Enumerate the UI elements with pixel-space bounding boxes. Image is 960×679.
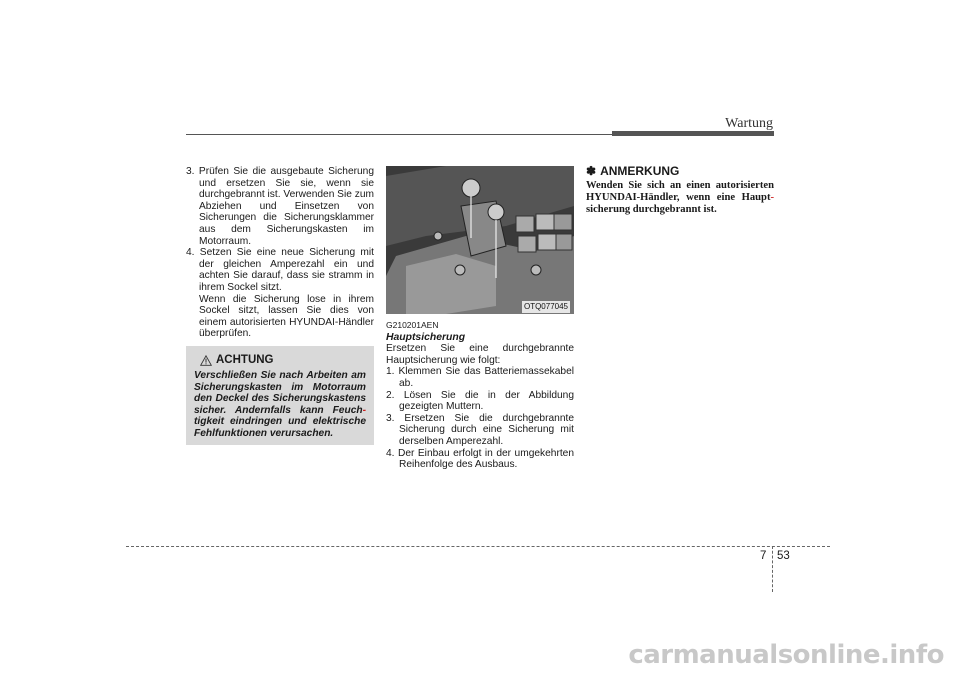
warning-text: Verschließen Sie nach Arbeiten am Sicherungskasten im Motorraum den Deckel des Sicherungskastens sicher. Andernfalls kann Feuch-tigkeit eindringen und elektrische Fehlfunktionen verursachen. — [194, 370, 366, 439]
footer-rule — [126, 546, 830, 547]
section-subtitle: Hauptsicherung — [386, 331, 466, 343]
loose-fuse-paragraph: Wenn die Sicherung lose in ihrem Sockel sitzt, lassen Sie dies von einem autorisierten HYUNDAI-Händler überprüfen. — [199, 293, 374, 340]
watermark: carmanualsonline.info — [628, 640, 944, 670]
note-heading — [586, 166, 774, 178]
note-text: Wenden Sie sich an einen autorisierten HYUNDAI-Händler, wenn eine Haupt-sicherung durchgebrannt ist. — [586, 179, 774, 215]
warning-title: ACHTUNG — [216, 354, 274, 366]
main-fuse-step-2: 2. Lösen Sie die in der Abbildung gezeigten Muttern. — [386, 389, 574, 413]
warning-triangle-icon — [200, 355, 212, 366]
warning-box — [186, 346, 374, 445]
header-bar — [612, 131, 774, 136]
note-star-icon: ✽ — [586, 164, 597, 178]
column-right — [586, 166, 774, 216]
fuse-box-photo — [386, 166, 574, 314]
main-fuse-step-1: 1. Klemmen Sie das Batteriemassekabel ab. — [386, 366, 574, 389]
page-number: 53 — [777, 550, 790, 562]
section-code: G210201AEN — [386, 320, 439, 330]
main-fuse-step-3: 3. Ersetzen Sie die durchgebrannte Sicherung durch eine Sicherung mit derselben Amperezahl. — [386, 412, 574, 447]
fuse-box-illustration — [386, 166, 574, 314]
warning-heading — [200, 354, 274, 366]
section-intro: Ersetzen Sie eine durchgebrannte Hauptsicherung wie folgt: — [386, 343, 574, 366]
note-title: ANMERKUNG — [600, 164, 680, 178]
main-fuse-step-4: 4. Der Einbau erfolgt in der umgekehrten Reihenfolge des Ausbaus. — [386, 447, 574, 471]
page-header-title: Wartung — [725, 116, 773, 131]
chapter-number: 7 — [760, 550, 767, 562]
column-left — [186, 166, 374, 340]
footer-divider — [772, 546, 773, 592]
photo-caption: OTQ077045 — [523, 302, 568, 312]
step-3: 3. Prüfen Sie die ausgebaute Sicherung und ersetzen Sie sie, wenn sie durchgebrannt ist. Verwenden Sie zum Abziehen und Einsetzen von Sicherungen die Sicherungsklammer aus dem Sicherungskasten im Motorraum. — [186, 166, 374, 247]
column-middle — [386, 166, 574, 471]
step-4: 4. Setzen Sie eine neue Sicherung mit der gleichen Amperezahl ein und achten Sie darauf, dass sie stramm in ihrem Sockel sitzt. — [186, 247, 374, 293]
